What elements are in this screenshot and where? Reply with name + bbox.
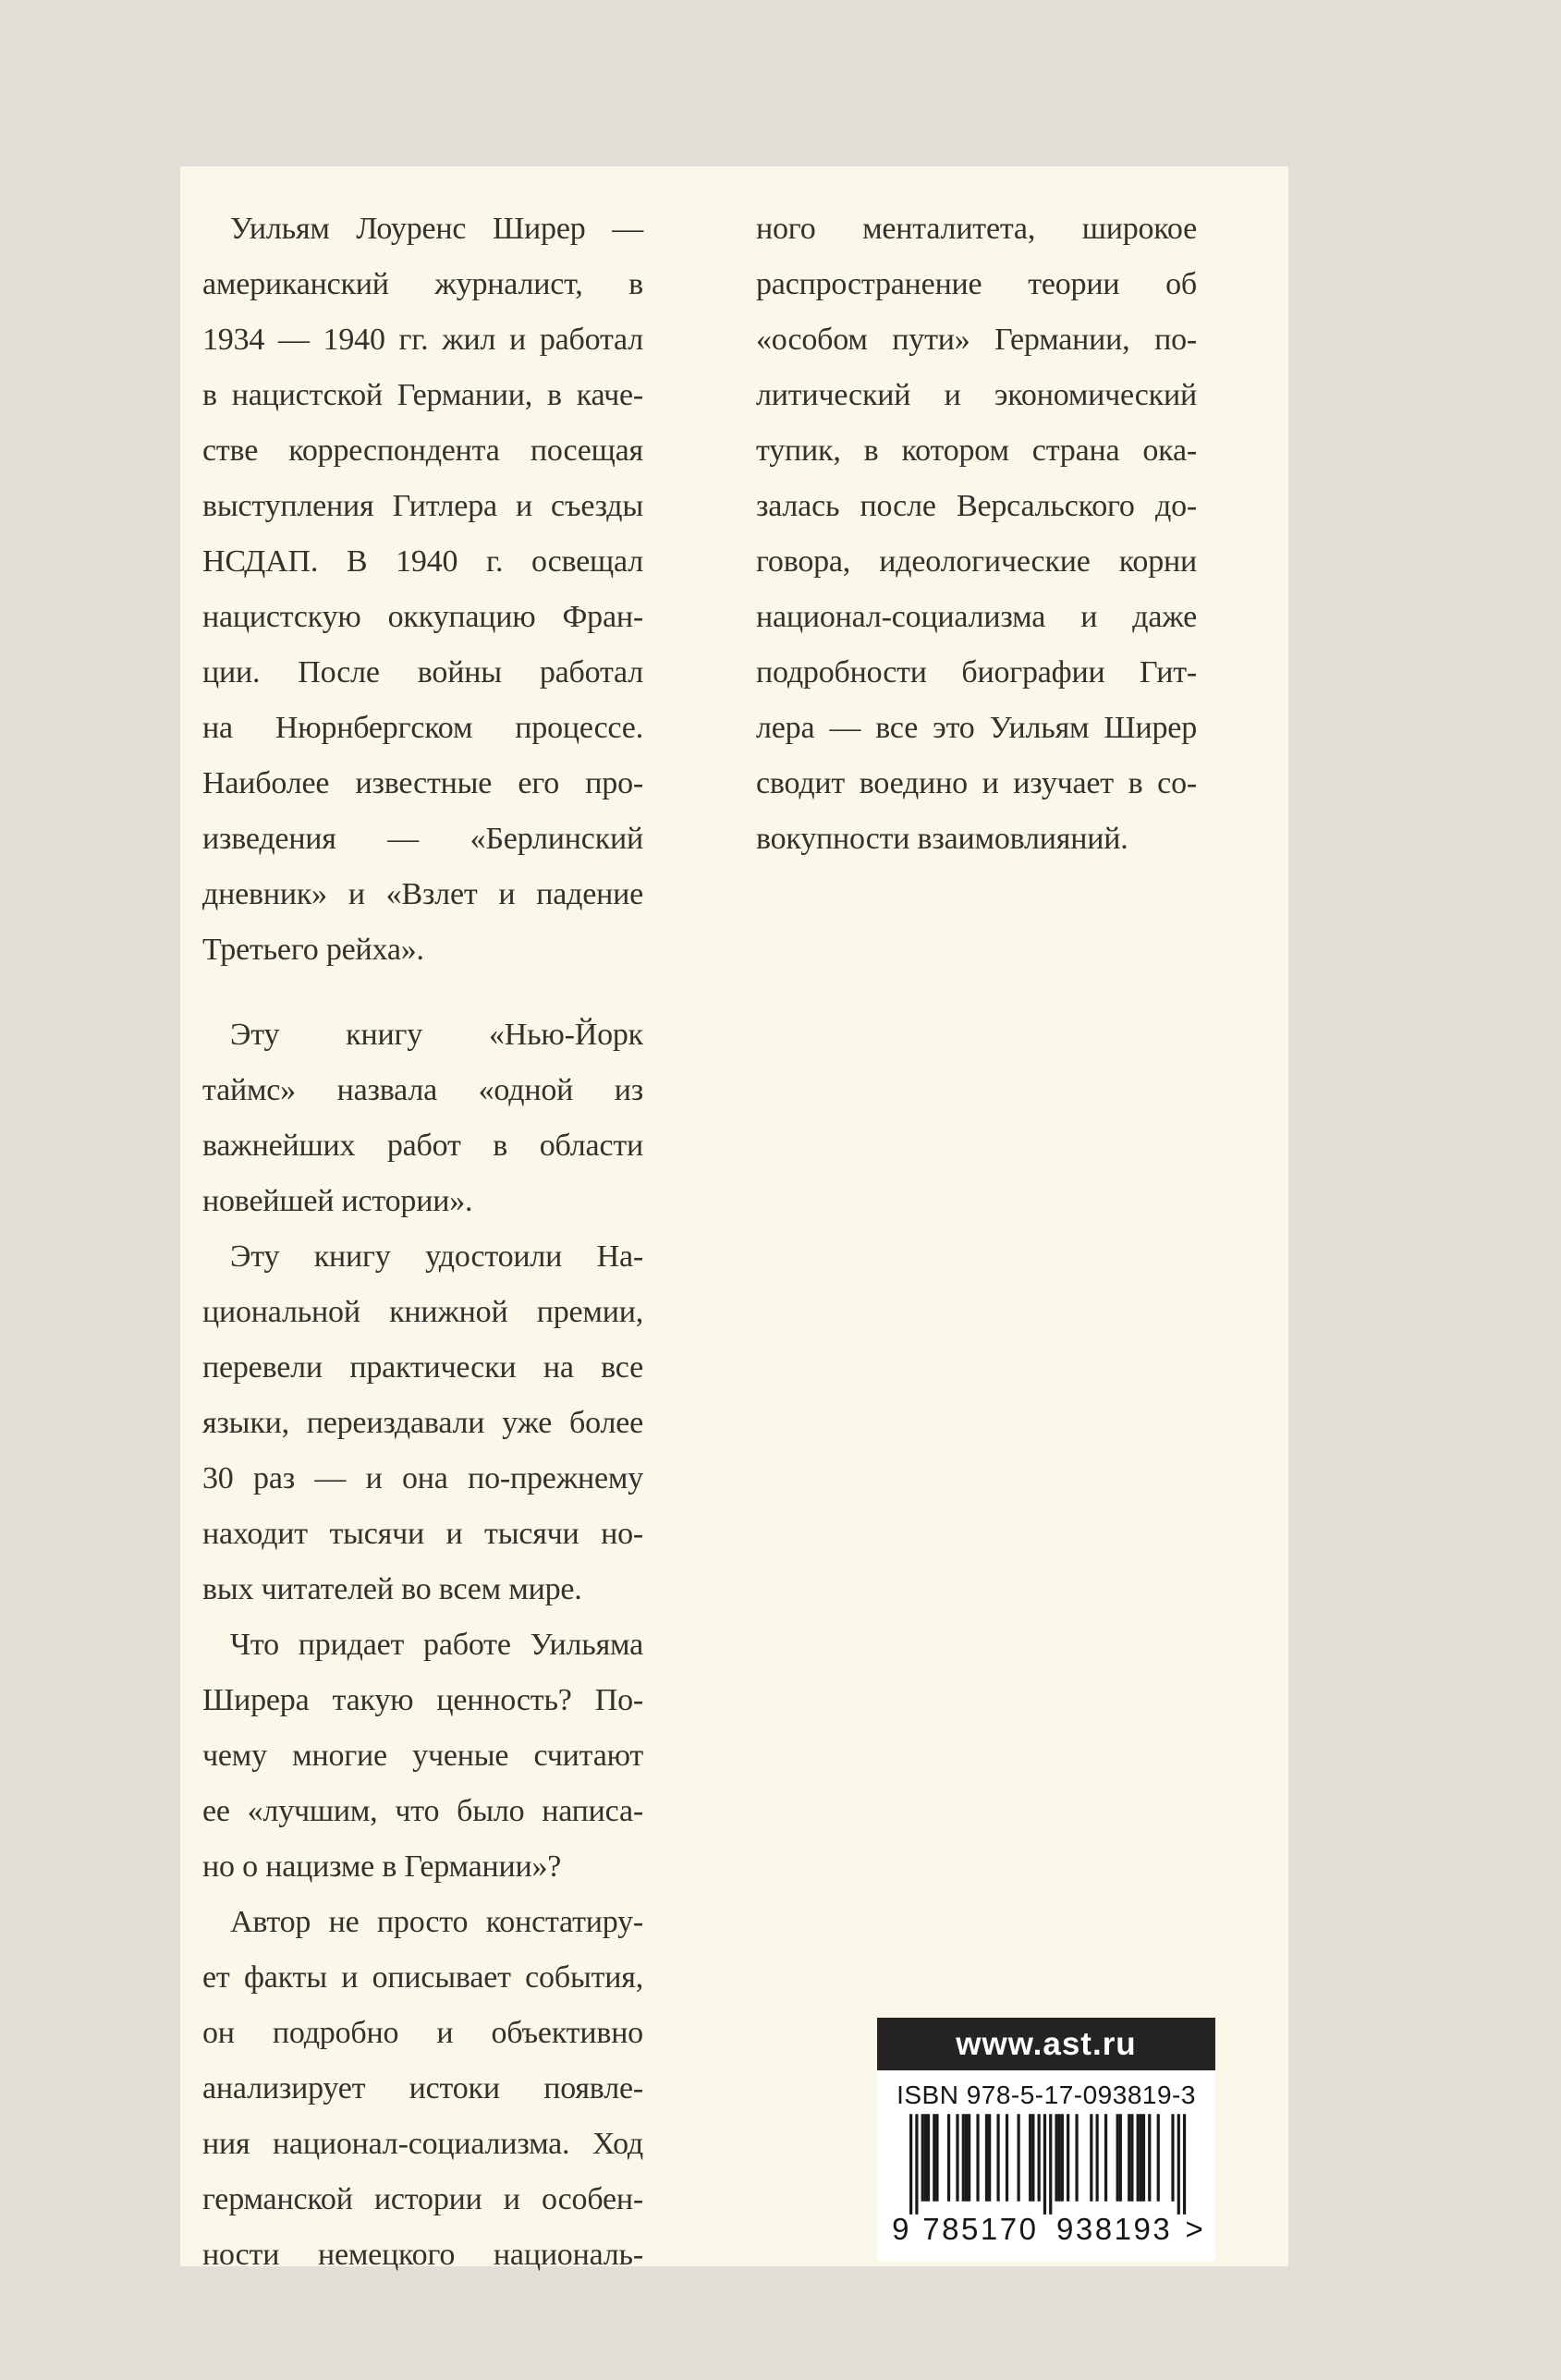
text-line: 30 раз — и она по-прежнему [202,1461,643,1495]
text-line: германской истории и особен- [202,2182,643,2216]
barcode-bar [1058,2114,1061,2201]
barcode-bars [909,2114,1186,2215]
text-line: Эту книгу «Нью-Йорк [230,1018,643,1052]
text-line: Третьего рейха». [202,933,424,967]
text-line: выступления Гитлера и съезды [202,489,643,523]
barcode-bar [1177,2114,1180,2215]
text-line: вых читателей во всем мире. [202,1572,582,1606]
barcode-bar [962,2114,965,2201]
text-line: важнейших работ в области [202,1129,643,1163]
barcode-bar [1055,2114,1057,2201]
barcode-bar [1061,2114,1064,2201]
text-line: НСДАП. В 1940 г. освещал [202,544,643,579]
text-line: Наиболее известные его про- [202,766,643,800]
text-line: таймс» назвала «одной из [202,1073,643,1107]
text-line: он подробно и объективно [202,2016,643,2050]
text-line: лера — все это Уильям Ширер [756,711,1197,745]
text-line: национал-социализма и даже [756,600,1197,634]
publisher-url: www.ast.ru [956,2026,1137,2062]
barcode-bar [1067,2114,1069,2201]
barcode-bar [909,2114,912,2215]
text-line: литический и экономический [756,378,1197,412]
barcode-bar [1183,2114,1186,2215]
barcode-bar [1043,2114,1046,2215]
barcode-bar [933,2114,935,2201]
barcode-quiet-zone-mark: > [1185,2213,1203,2242]
barcode-digits-group2: 938193 [1056,2213,1170,2242]
barcode-bar [1090,2114,1092,2201]
barcode-bar [1038,2114,1041,2201]
barcode-digits-group1: 785170 [922,2213,1036,2242]
text-line: но о нацизме в Германии»? [202,1849,562,1884]
text-line: ет факты и описывает события, [202,1960,643,1995]
text-line: тупик, в котором страна ока- [756,433,1197,468]
barcode-bar [921,2114,924,2201]
barcode-bar [1018,2114,1020,2201]
text-line: Ширера такую ценность? По- [202,1683,643,1717]
text-line: перевели практически на все [202,1350,643,1385]
barcode-bar [947,2114,950,2201]
text-line: ции. После войны работал [202,655,643,690]
text-line: ния национал-социализма. Ход [202,2127,643,2161]
text-line: новейшей истории». [202,1184,473,1218]
barcode-bar [915,2114,918,2215]
text-line: стве корреспондента посещая [202,433,643,468]
barcode-bar [985,2114,988,2201]
barcode-bar [956,2114,958,2201]
barcode-bar [1148,2114,1151,2201]
text-line: подробности биографии Гит- [756,655,1197,690]
text-line: языки, переиздавали уже более [202,1406,643,1440]
text-line: говора, идеологические корни [756,544,1197,579]
text-line: находит тысячи и тысячи но- [202,1517,643,1551]
text-line: распространение теории об [756,267,1197,301]
barcode-bar [1130,2114,1133,2201]
barcode-bar [1104,2114,1107,2201]
publisher-website-bar [877,2018,1215,2070]
text-column-left [202,201,643,2283]
barcode-bar [924,2114,927,2201]
publisher-block [877,2018,1215,2261]
text-line: Уильям Лоуренс Ширер — [230,212,643,246]
barcode-bar [1142,2114,1145,2201]
barcode-bar [1075,2114,1078,2201]
text-line: Автор не просто констатиру- [230,1905,643,1939]
paragraph-gap [202,978,643,1007]
barcode-bar [996,2114,999,2201]
text-line: циональной книжной премии, [202,1295,643,1329]
barcode-bar [1096,2114,1099,2201]
barcode-bar [988,2114,991,2201]
text-line: ного менталитета, широкое [756,212,1197,246]
barcode-bar [976,2114,979,2201]
text-line: ее «лучшим, что было написа- [202,1794,643,1828]
barcode-box [877,2070,1215,2261]
text-line: на Нюрнбергском процессе. [202,711,643,745]
text-line: анализирует истоки появле- [202,2071,643,2105]
text-line: американский журналист, в [202,267,643,301]
text-line: ности немецкого националь- [202,2238,643,2272]
barcode-bar [1049,2114,1052,2215]
isbn-label: ISBN 978-5-17-093819-3 [896,2081,1196,2109]
barcode-bar [1029,2114,1031,2201]
text-column-right [756,201,1197,867]
text-line: дневник» и «Взлет и падение [202,877,643,911]
text-line: вокупности взаимовлияний. [756,822,1128,856]
text-line: чему многие ученые считают [202,1739,643,1773]
barcode-bar [1119,2114,1122,2201]
barcode-bar [1137,2114,1140,2201]
barcode-bar [1157,2114,1160,2201]
barcode-bar [1140,2114,1142,2201]
barcode-digit-system: 9 [892,2213,909,2242]
text-line: Эту книгу удостоили На- [230,1239,643,1274]
text-line: изведения — «Берлинский [202,822,643,856]
text-line: в нацистской Германии, в каче- [202,378,643,412]
barcode-bar [1006,2114,1008,2201]
barcode-bar [968,2114,970,2201]
barcode-bar [927,2114,930,2201]
ean13-barcode [889,2114,1203,2242]
text-line: «особом пути» Германии, по- [756,323,1197,357]
text-line: 1934 — 1940 гг. жил и работал [202,323,643,357]
back-cover-panel [180,166,1288,2272]
text-line: сводит воедино и изучает в со- [756,766,1197,800]
barcode-bar [1031,2114,1034,2201]
barcode-bar [1171,2114,1174,2201]
barcode-bar [935,2114,938,2201]
barcode-bar [1128,2114,1130,2201]
text-line: нацистскую оккупацию Фран- [202,600,643,634]
text-line: Что придает работе Уильяма [230,1628,643,1662]
barcode-bar [1116,2114,1119,2201]
text-line: залась после Версальского до- [756,489,1197,523]
barcode-bar [965,2114,968,2201]
